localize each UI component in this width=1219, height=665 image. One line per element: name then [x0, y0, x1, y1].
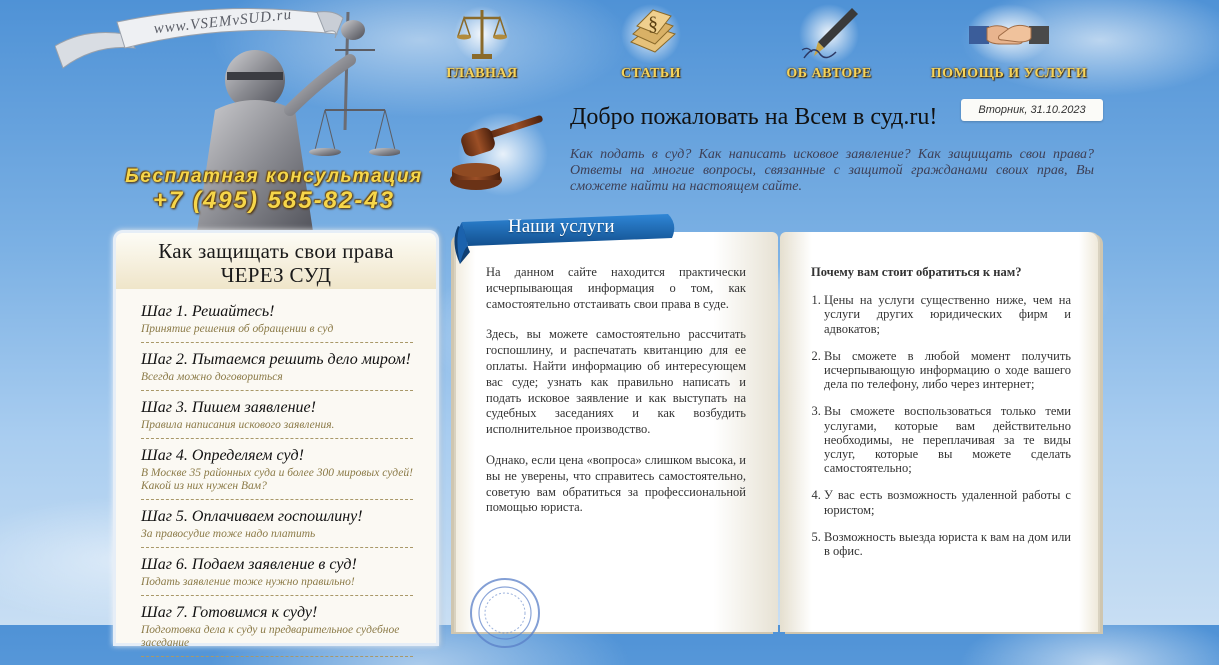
step-title[interactable]: Шаг 5. Оплачиваем госпошлину! — [141, 508, 363, 525]
reason-item: 3. Вы сможете воспользоваться только теми услугами, которые вам действительно необходимы, не переплачивая за те виды услуг, которые вы можете сделать самостоятельно; — [824, 404, 1071, 475]
nav-help-services-label: ПОМОЩЬ И УСЛУГИ — [930, 66, 1088, 81]
stamp-seal-icon — [468, 576, 542, 650]
step-item[interactable] — [141, 447, 413, 500]
step-title[interactable]: Шаг 6. Подаем заявление в суд! — [141, 556, 357, 573]
step-subtitle: В Москве 35 районных суда и более 300 мировых судей! Какой из них нужен Вам? — [141, 467, 413, 492]
reason-item: 1. Цены на услуги существенно ниже, чем на услуги других юридических фирм и адвокатов; — [824, 293, 1071, 336]
reason-item: 5. Возможность выезда юриста к вам на дом или в офис. — [824, 530, 1071, 558]
nav-help-services[interactable] — [926, 4, 1092, 82]
step-subtitle: Подать заявление тоже нужно правильно! — [141, 576, 355, 588]
welcome-title: Добро пожаловать на Всем в суд.ru! — [570, 104, 938, 130]
why-us-title: Почему вам стоит обратиться к нам? — [811, 265, 1022, 279]
court-steps-list — [141, 303, 413, 665]
court-steps-title-line1: Как защищать свои права — [158, 239, 394, 263]
step-title[interactable]: Шаг 7. Готовимся к суду! — [141, 604, 318, 621]
step-title[interactable]: Шаг 1. Решайтесь! — [141, 303, 275, 320]
intro-paragraph: На данном сайте находится практически исчерпывающая информация о том, как самостоятельно отстаивать свои права в суде. — [486, 265, 746, 311]
scales-icon — [454, 4, 510, 64]
step-item[interactable] — [141, 556, 413, 596]
law-book-icon — [621, 4, 681, 64]
step-subtitle: Подготовка дела к суду и предварительное судебное заседание — [141, 624, 400, 649]
step-title[interactable]: Шаг 4. Определяем суд! — [141, 447, 304, 464]
handshake-icon — [967, 4, 1051, 64]
court-steps-title-line2: ЧЕРЕЗ СУД — [220, 263, 332, 287]
step-subtitle: Принятие решения об обращении в суд — [141, 323, 334, 335]
step-item[interactable] — [141, 351, 413, 391]
nav-articles[interactable] — [610, 4, 692, 82]
step-item[interactable] — [141, 303, 413, 343]
free-consultation-title: Бесплатная консультация — [125, 166, 423, 187]
nav-about-author-label: ОБ АВТОРЕ — [786, 66, 872, 81]
step-item[interactable] — [141, 399, 413, 439]
gavel-icon — [448, 110, 548, 198]
nav-about-author[interactable] — [780, 4, 878, 82]
fountain-pen-icon — [794, 4, 864, 64]
step-subtitle: Правила написания искового заявления. — [141, 419, 335, 431]
court-steps-panel — [113, 230, 439, 649]
nav-home[interactable] — [440, 4, 524, 82]
intro-paragraph: Однако, если цена «вопроса» слишком высока, и вы не уверены, что справитесь самостоятельно, советую вам обратиться за профессиональной помощью юриста. — [486, 452, 746, 515]
reason-item: 4. У вас есть возможность удаленной работы с юристом; — [824, 488, 1071, 516]
services-intro — [486, 265, 746, 531]
step-item[interactable] — [141, 508, 413, 548]
intro-paragraph: Здесь, вы можете самостоятельно рассчитать госпошлину, и распечатать квитанцию для ее оплаты. Найти информацию об интересующем вас суде; узнать как правильно написать и подать исковое заявление и как выступать на судебных заседаниях и как возбудить исполнительное производство. — [486, 327, 746, 437]
reasons-list — [811, 293, 1071, 558]
services-heading: Наши услуги — [508, 216, 615, 237]
consultation-phone[interactable]: +7 (495) 585-82-43 — [152, 187, 396, 214]
step-subtitle: За правосудие тоже надо платить — [141, 528, 316, 540]
current-date: Вторник, 31.10.2023 — [961, 99, 1103, 121]
welcome-text: Как подать в суд? Как написать исковое заявление? Как защищать свои права? Ответы на многие вопросы, связанные с защитой гражданами своих прав, Вы сможете найти на настоящем сайте. — [570, 147, 1094, 194]
nav-home-label: ГЛАВНАЯ — [446, 66, 518, 81]
step-subtitle: Всегда можно договориться — [141, 371, 283, 383]
step-item[interactable] — [141, 604, 413, 657]
why-us-section — [811, 265, 1071, 571]
reason-item: 2. Вы сможете в любой момент получить исчерпывающую информацию о ходе вашего дела по телефону, либо через интернет; — [824, 349, 1071, 392]
step-title[interactable]: Шаг 2. Пытаемся решить дело миром! — [141, 351, 411, 368]
step-title[interactable]: Шаг 3. Пишем заявление! — [141, 399, 316, 416]
svg-text:§: § — [648, 13, 658, 35]
court-steps-header — [116, 233, 436, 289]
nav-articles-label: СТАТЬИ — [620, 66, 682, 81]
site-logo-text: www.VSEMvSUD.ru — [153, 6, 293, 38]
